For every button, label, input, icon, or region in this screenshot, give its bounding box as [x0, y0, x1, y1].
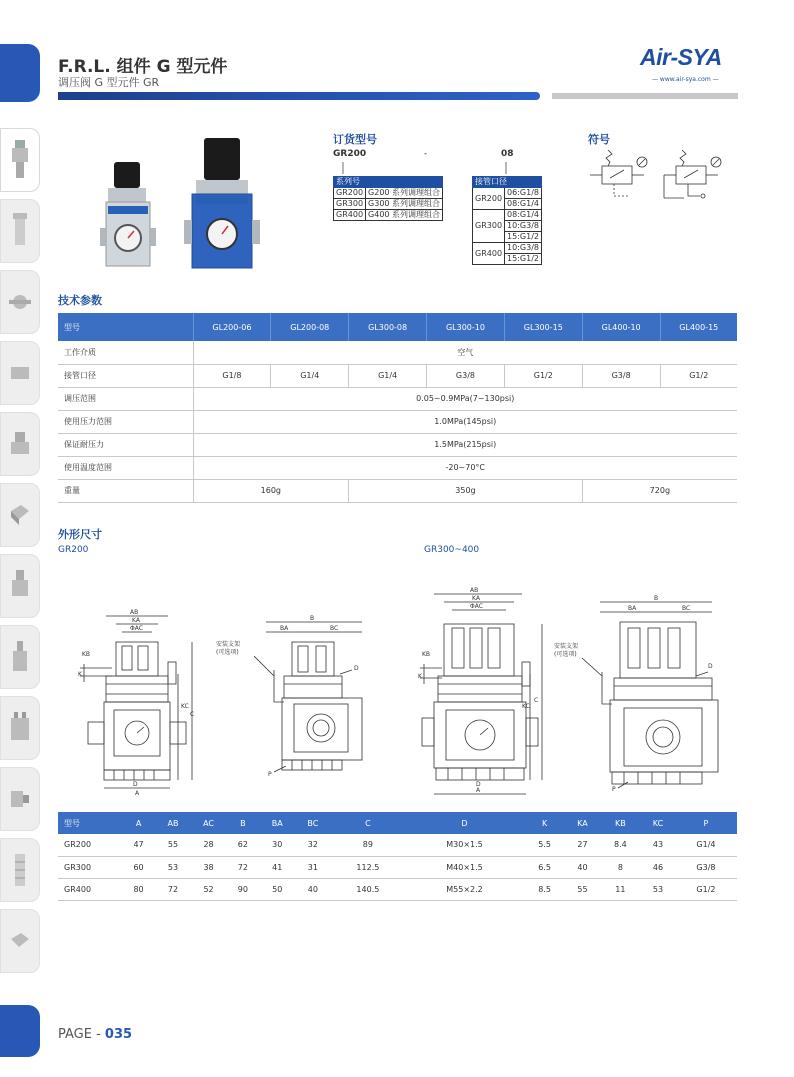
- cell: 60: [122, 856, 155, 878]
- col-header: A: [122, 812, 155, 834]
- col-header: KB: [600, 812, 641, 834]
- tech-heading: 技术参数: [58, 294, 102, 307]
- col-header: GL200-06: [193, 313, 271, 341]
- dims-heading: 外形尺寸: [58, 528, 102, 541]
- page-title: F.R.L. 组件 G 型元件: [58, 57, 228, 77]
- cell: 55: [155, 834, 191, 856]
- cell: 47: [122, 834, 155, 856]
- gr200-side-drawing: [214, 612, 370, 784]
- order-code-model: GR200: [333, 149, 367, 159]
- row-label: GR200: [58, 834, 122, 856]
- cell: 72: [155, 878, 191, 900]
- dim-label: BC: [682, 605, 691, 612]
- cell: 72: [226, 856, 259, 878]
- regulator-symbol-icon: [588, 148, 738, 208]
- row-label: 工作介质: [58, 341, 193, 364]
- cell: 27: [565, 834, 599, 856]
- col-header: BA: [259, 812, 295, 834]
- col-header: C: [331, 812, 405, 834]
- gr300-side-drawing: [552, 592, 722, 792]
- header-bar: [58, 92, 540, 100]
- row-label: 重量: [58, 479, 193, 502]
- table-row: [58, 387, 737, 410]
- cell: G3/8: [582, 364, 660, 387]
- cell: G1/4: [271, 364, 349, 387]
- tech-spec-table: [58, 313, 737, 503]
- dim-label: K: [418, 673, 422, 680]
- dim-label: B: [310, 615, 315, 622]
- col-header: GL400-10: [582, 313, 660, 341]
- col-header: KC: [641, 812, 675, 834]
- col-header: GL300-08: [349, 313, 427, 341]
- dims-sub-left: GR200: [58, 545, 89, 555]
- row-label: GR300: [58, 856, 122, 878]
- nav-unit-icon[interactable]: [0, 554, 40, 618]
- cell: G1/8: [193, 364, 271, 387]
- col-header: B: [226, 812, 259, 834]
- gr300-front-drawing: [418, 586, 548, 798]
- table-row: [58, 878, 737, 900]
- port-size: 06:G1/8: [505, 188, 542, 199]
- cell: G1/4: [349, 364, 427, 387]
- order-heading: 订货型号: [333, 133, 377, 146]
- cell: 80: [122, 878, 155, 900]
- row-label: 使用压力范围: [58, 410, 193, 433]
- series-desc: G300 系列调理组合: [366, 199, 443, 210]
- series-model: GR200: [334, 188, 366, 199]
- cell: 89: [331, 834, 405, 856]
- series-table: [333, 176, 443, 221]
- port-size: 10:G3/8: [505, 243, 542, 254]
- brand-url: — www.air-sya.com —: [652, 76, 719, 83]
- cell: 112.5: [331, 856, 405, 878]
- col-header: P: [675, 812, 737, 834]
- dim-label: D: [133, 781, 138, 788]
- col-header: GL400-15: [660, 313, 737, 341]
- cell: M30×1.5: [405, 834, 524, 856]
- product-photo: [100, 138, 280, 270]
- cell: 1.5MPa(215psi): [193, 433, 737, 456]
- chapter-tab: [0, 44, 40, 102]
- nav-block-icon[interactable]: [0, 483, 40, 547]
- dim-label: KB: [422, 651, 431, 658]
- cell: 350g: [349, 479, 583, 502]
- dim-label: AB: [130, 609, 139, 616]
- nav-accessory-icon[interactable]: [0, 909, 40, 973]
- dim-label: D: [708, 663, 713, 670]
- table-row: [58, 479, 737, 502]
- dim-label: KB: [82, 651, 91, 658]
- cell: -20~70°C: [193, 456, 737, 479]
- port-header: 接管口径: [473, 177, 542, 188]
- port-size: 08:G1/4: [505, 210, 542, 221]
- nav-actuator-icon[interactable]: [0, 625, 40, 689]
- dim-label: KC: [522, 703, 530, 710]
- order-code-port: 08: [501, 149, 514, 159]
- port-size: 08:G1/4: [505, 199, 542, 210]
- cell: 40: [295, 878, 331, 900]
- col-header: K: [524, 812, 565, 834]
- cell: G3/8: [427, 364, 505, 387]
- cell: 43: [641, 834, 675, 856]
- table-row: [58, 364, 737, 387]
- cell: 8.4: [600, 834, 641, 856]
- cell: 0.05~0.9MPa(7~130psi): [193, 387, 737, 410]
- port-size: 15:G1/2: [505, 254, 542, 265]
- col-header: GL200-08: [271, 313, 349, 341]
- cell: 140.5: [331, 878, 405, 900]
- port-size: 10:G3/8: [505, 221, 542, 232]
- bracket-label: (可选项): [216, 649, 239, 656]
- nav-silencer-icon[interactable]: [0, 838, 40, 902]
- series-desc: G400 系列调理组合: [366, 210, 443, 221]
- col-header: AC: [191, 812, 227, 834]
- footer-tab: [0, 1005, 40, 1057]
- cell: G3/8: [675, 856, 737, 878]
- col-header: AB: [155, 812, 191, 834]
- dim-label: KA: [472, 595, 480, 602]
- cell: 31: [295, 856, 331, 878]
- table-row: [58, 834, 737, 856]
- dim-label: A: [476, 787, 481, 794]
- cell: 50: [259, 878, 295, 900]
- table-row: [58, 856, 737, 878]
- row-label: 接管口径: [58, 364, 193, 387]
- cell: 1.0MPa(145psi): [193, 410, 737, 433]
- series-model: GR300: [334, 199, 366, 210]
- cell: G1/4: [675, 834, 737, 856]
- cell: M55×2.2: [405, 878, 524, 900]
- dim-label: P: [268, 771, 272, 778]
- cell: 90: [226, 878, 259, 900]
- cell: 41: [259, 856, 295, 878]
- dim-label: AB: [470, 587, 479, 594]
- table-row: [58, 456, 737, 479]
- dim-label: K: [78, 671, 82, 678]
- header-bar-grey: [552, 93, 738, 99]
- dim-label: D: [476, 781, 481, 788]
- brand-logo: Air-SYA: [640, 44, 722, 70]
- bracket-label: 安装支架: [554, 643, 579, 650]
- row-label: 调压范围: [58, 387, 193, 410]
- cell: 32: [295, 834, 331, 856]
- cell: 160g: [193, 479, 349, 502]
- col-header: 型号: [58, 812, 122, 834]
- page-number: PAGE - 035: [58, 1027, 133, 1042]
- port-size: 15:G1/2: [505, 232, 542, 243]
- dimension-table: [58, 812, 737, 901]
- cell: 5.5: [524, 834, 565, 856]
- cell: 62: [226, 834, 259, 856]
- cell: M40×1.5: [405, 856, 524, 878]
- dim-label: KA: [132, 617, 140, 624]
- port-model: GR200: [473, 188, 505, 210]
- nav-solenoid-icon[interactable]: [0, 412, 40, 476]
- cell: 28: [191, 834, 227, 856]
- cell: 8.5: [524, 878, 565, 900]
- series-desc: G200 系列调理组合: [366, 188, 443, 199]
- side-nav: [0, 128, 42, 980]
- dim-label: P: [612, 786, 616, 792]
- cell: 8: [600, 856, 641, 878]
- port-table: [472, 176, 542, 265]
- dim-label: KC: [181, 703, 189, 710]
- nav-filter-icon[interactable]: [0, 199, 40, 263]
- nav-manifold-icon[interactable]: [0, 696, 40, 760]
- cell: 30: [259, 834, 295, 856]
- cell: 空气: [193, 341, 737, 364]
- dim-label: C: [190, 711, 195, 718]
- series-header: 系列号: [334, 177, 443, 188]
- cell: 40: [565, 856, 599, 878]
- cell: 38: [191, 856, 227, 878]
- dim-label: BA: [280, 625, 289, 632]
- port-model: GR400: [473, 243, 505, 265]
- dim-label: B: [654, 595, 659, 602]
- dim-label: ΦAC: [130, 625, 143, 632]
- dim-label: BA: [628, 605, 637, 612]
- cell: 11: [600, 878, 641, 900]
- nav-fitting-icon[interactable]: [0, 270, 40, 334]
- dim-label: A: [135, 790, 140, 796]
- cell: 53: [155, 856, 191, 878]
- symbol-heading: 符号: [588, 133, 610, 146]
- order-code-dash: -: [424, 149, 428, 159]
- gr200-front-drawing: [78, 604, 198, 796]
- dims-sub-right: GR300~400: [424, 545, 480, 555]
- cell: 52: [191, 878, 227, 900]
- cell: G1/2: [660, 364, 737, 387]
- dim-label: C: [534, 697, 539, 704]
- cell: G1/2: [504, 364, 582, 387]
- table-row: [58, 433, 737, 456]
- port-model: GR300: [473, 210, 505, 243]
- dim-label: BC: [330, 625, 339, 632]
- cell: 46: [641, 856, 675, 878]
- col-header: KA: [565, 812, 599, 834]
- col-header: D: [405, 812, 524, 834]
- cell: 720g: [582, 479, 737, 502]
- col-header: BC: [295, 812, 331, 834]
- cell: 6.5: [524, 856, 565, 878]
- cell: G1/2: [675, 878, 737, 900]
- row-label: 保证耐压力: [58, 433, 193, 456]
- nav-regulator-icon[interactable]: [0, 128, 40, 192]
- nav-elbow-icon[interactable]: [0, 767, 40, 831]
- order-code-leaders: [330, 160, 530, 176]
- table-row: [58, 410, 737, 433]
- col-header: GL300-10: [427, 313, 505, 341]
- nav-valve-icon[interactable]: [0, 341, 40, 405]
- dim-label: ΦAC: [470, 603, 483, 610]
- series-model: GR400: [334, 210, 366, 221]
- bracket-label: 安装支架: [216, 641, 241, 648]
- cell: 53: [641, 878, 675, 900]
- table-row: [58, 341, 737, 364]
- page-subtitle: 调压阀 G 型元件 GR: [58, 76, 160, 89]
- row-label: 使用温度范围: [58, 456, 193, 479]
- dim-label: D: [354, 665, 359, 672]
- cell: 55: [565, 878, 599, 900]
- bracket-label: (可选项): [554, 651, 577, 658]
- col-header: GL300-15: [504, 313, 582, 341]
- row-label: GR400: [58, 878, 122, 900]
- col-header: 型号: [58, 313, 193, 341]
